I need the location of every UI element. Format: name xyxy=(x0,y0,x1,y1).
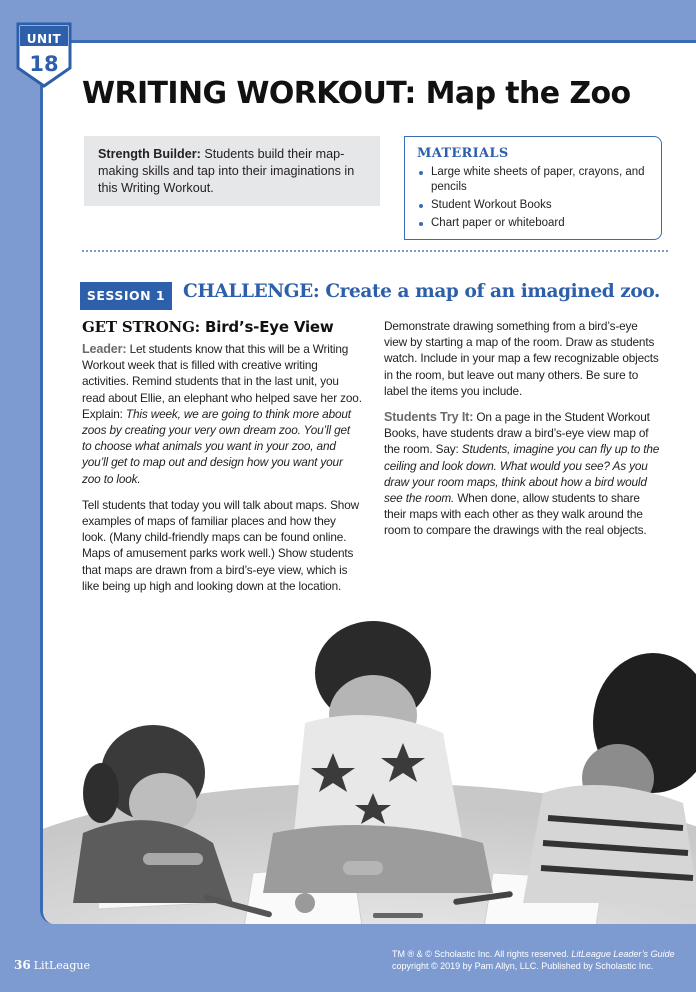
strength-builder-box xyxy=(84,136,380,206)
page-number: 36 xyxy=(14,958,31,972)
left-column xyxy=(82,318,362,604)
session-label: SESSION 1 xyxy=(80,282,172,310)
get-strong-subtitle: Bird’s-Eye View xyxy=(200,318,334,336)
challenge-title: CHALLENGE: Create a map of an imagined zoo. xyxy=(183,281,660,302)
leader-quote: This week, we are going to think more about zoos by creating your very own dream zoo. You’ll get to choose what animals you want in your zoo, and you’ll get to map out and design how you want your zoo to look. xyxy=(82,406,351,486)
maps-paragraph: Tell students that today you will talk about maps. Show examples of maps of familiar places and how they look. (Many child-friendly maps can be found online. Maps of amusement parks work well.) Show students that maps are drawn from a bird’s-eye view, which is like being up high and looking down at the location. xyxy=(82,497,359,593)
footer-copyright xyxy=(392,948,682,972)
right-column xyxy=(384,318,662,549)
strength-builder-text: Students build their map-making skills and tap into their imaginations in this Writing Workout. xyxy=(98,147,355,195)
children-drawing-photo xyxy=(43,603,696,924)
section-divider xyxy=(82,250,668,252)
students-try-quote: Students, imagine you can fly up to the ceiling and look down. What would you see? As you draw your room maps, think about how a bird would see the room. xyxy=(384,442,660,506)
leader-text: Let students know that this will be a Writing Workout week that is filled with creative writing activities. Remind students that in the last unit, you read about Ellie, an elephant who helped save her zoo. Explain: xyxy=(82,342,362,421)
get-strong-heading xyxy=(82,318,362,336)
footer-brand: LitLeague xyxy=(33,959,90,972)
students-try-end: When done, allow students to share their maps with each other as they walk around the room to compare the drawings with the real objects. xyxy=(384,491,647,538)
unit-badge xyxy=(16,22,72,88)
strength-builder-label: Strength Builder: xyxy=(98,147,201,161)
demonstrate-paragraph: Demonstrate drawing something from a bird’s-eye view by starting a map of the room. Draw as students watch. Include in your map a few recognizable objects in the room, but leave out many others. Be sure to label the items you include. xyxy=(384,319,659,398)
students-try-label: Students Try It: xyxy=(384,410,474,425)
footer-page-info xyxy=(14,958,90,972)
copyright-line-1: TM ® & © Scholastic Inc. All rights reserved. xyxy=(392,949,572,959)
unit-number: 18 xyxy=(29,52,59,76)
get-strong-label: GET STRONG: xyxy=(82,318,201,336)
materials-title: MATERIALS xyxy=(417,146,509,161)
materials-item: Student Workout Books xyxy=(417,198,651,213)
materials-item: Chart paper or whiteboard xyxy=(417,216,651,231)
students-try-paragraph xyxy=(384,409,662,539)
materials-item: Large white sheets of paper, crayons, and pencils xyxy=(417,165,651,195)
leader-label: Leader: xyxy=(82,342,127,356)
page-title: WRITING WORKOUT: Map the Zoo xyxy=(82,76,631,111)
unit-label: UNIT xyxy=(26,32,62,46)
guide-title: LitLeague Leader’s Guide xyxy=(571,949,675,959)
copyright-line-2: copyright © 2019 by Pam Allyn, LLC. Published by Scholastic Inc. xyxy=(392,961,654,971)
materials-box xyxy=(404,136,662,240)
leader-paragraph xyxy=(82,341,362,487)
students-try-text: On a page in the Student Workout Books, have students draw a bird’s-eye view map of the room. Say: xyxy=(384,410,650,457)
materials-list xyxy=(417,165,651,231)
